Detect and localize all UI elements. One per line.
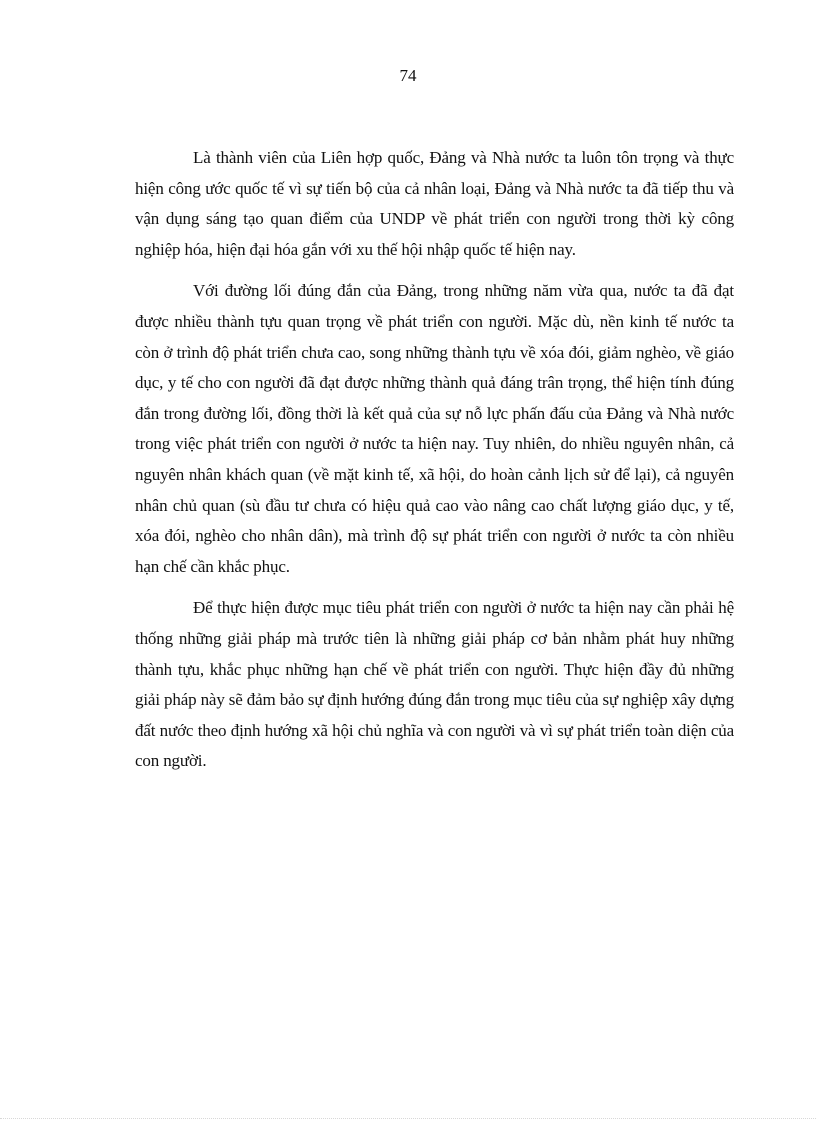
paragraph-un-membership: Là thành viên của Liên hợp quốc, Đảng và Nhà nước ta luôn tôn trọng và thực hiện công ước quốc tế vì sự tiến bộ của cả nhân loại, Đảng và Nhà nước ta đã tiếp thu và vận dụng sáng tạo quan điểm của UNDP về phát triển con người trong thời kỳ công nghiệp hóa, hiện đại hóa gắn với xu thế hội nhập quốc tế hiện nay. (135, 148, 734, 259)
page-number: 74 (399, 66, 417, 85)
page-bottom-edge (0, 1118, 816, 1119)
body-text (135, 143, 734, 788)
paragraph-solutions: Để thực hiện được mục tiêu phát triển con người ở nước ta hiện nay cần phải hệ thống những giải pháp mà trước tiên là những giải pháp cơ bản nhằm phát huy những thành tựu, khắc phục những hạn chế về phát triển con người. Thực hiện đầy đủ những giải pháp này sẽ đảm bảo sự định hướng đúng đắn trong mục tiêu của sự nghiệp xây dựng đất nước theo định hướng xã hội chủ nghĩa và con người và vì sự phát triển toàn diện của con người. (135, 598, 734, 771)
paragraph-achievements: Với đường lối đúng đắn của Đảng, trong những năm vừa qua, nước ta đã đạt được nhiều thành tựu quan trọng về phát triển con người. Mặc dù, nền kinh tế nước ta còn ở trình độ phát triển chưa cao, song những thành tựu về xóa đói, giảm nghèo, về giáo dục, y tế cho con người đã đạt được những thành quả đáng trân trọng, thể hiện tính đúng đắn trong đường lối, đồng thời là kết quả của sự nỗ lực phấn đấu của Đảng và Nhà nước trong việc phát triển con người ở nước ta hiện nay. Tuy nhiên, do nhiều nguyên nhân, cả nguyên nhân khách quan (về mặt kinh tế, xã hội, do hoàn cảnh lịch sử để lại), cả nguyên nhân chủ quan (sù đầu tư chưa có hiệu quả cao vào nâng cao chất lượng giáo dục, y tế, xóa đói, nghèo cho nhân dân), mà trình độ sự phát triển con người ở nước ta còn nhiều hạn chế cần khắc phục. (135, 281, 734, 576)
